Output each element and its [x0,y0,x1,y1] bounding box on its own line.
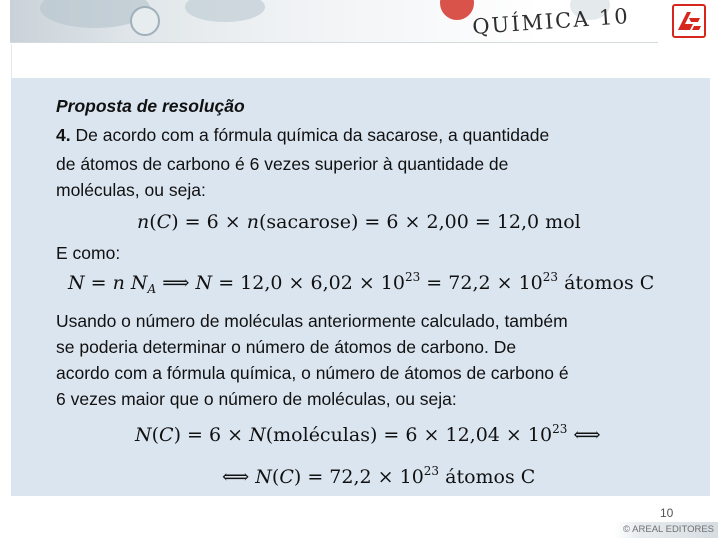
paragraph-1-line-2: de átomos de carbono é 6 vezes superior à quantidade de [56,154,509,174]
e-como-text: E como: [56,243,121,263]
section-heading: Proposta de resolução [56,96,245,116]
equation-4: ⟺ $N(C) = 72,2 \times 10^{23}$ átomos C [222,464,536,488]
paragraph-1-line-1 [56,125,549,145]
header [0,0,720,44]
publisher-credit: © AREAL EDITORES [614,522,718,538]
item-number: 4. [56,125,71,145]
page-number: 10 [660,506,674,520]
subject-title: QUÍMICA 10 [471,4,631,39]
areal-editores-logo-icon [672,4,706,38]
paragraph-2-line-4: 6 vezes maior que o número de moléculas, ou seja: [56,389,457,409]
atom-decoration-icon [130,6,160,36]
paragraph-text: De acordo com a fórmula química da sacarose, a quantidade [75,125,550,145]
molecule-decoration-icon [185,0,265,22]
paragraph-2-line-2: se poderia determinar o número de átomos de carbono. De [56,337,517,357]
red-sphere-decoration-icon [440,0,474,20]
equation-2: N = n $N_A$ ⟹ $N = 12,0 \times 6,02 \times 10^{23} = 72,2 \times 10^{23}$ átomos C [68,270,655,296]
paragraph-2-line-1: Usando o número de moléculas anteriormente calculado, também [56,311,568,331]
header-banner-image [10,0,658,43]
paragraph-2-line-3: acordo com a fórmula química, o número de átomos de carbono é [56,363,569,383]
equation-1: n(C) = 6 × n(sacarose) = 6 × 2,00 = 12,0 mol [137,211,581,233]
paragraph-1-line-3: moléculas, ou seja: [56,180,206,200]
equation-3: N(C) = 6 × N(moléculas) = $6 \times 12,04 \times 10^{23}$ ⟺ [135,422,601,446]
